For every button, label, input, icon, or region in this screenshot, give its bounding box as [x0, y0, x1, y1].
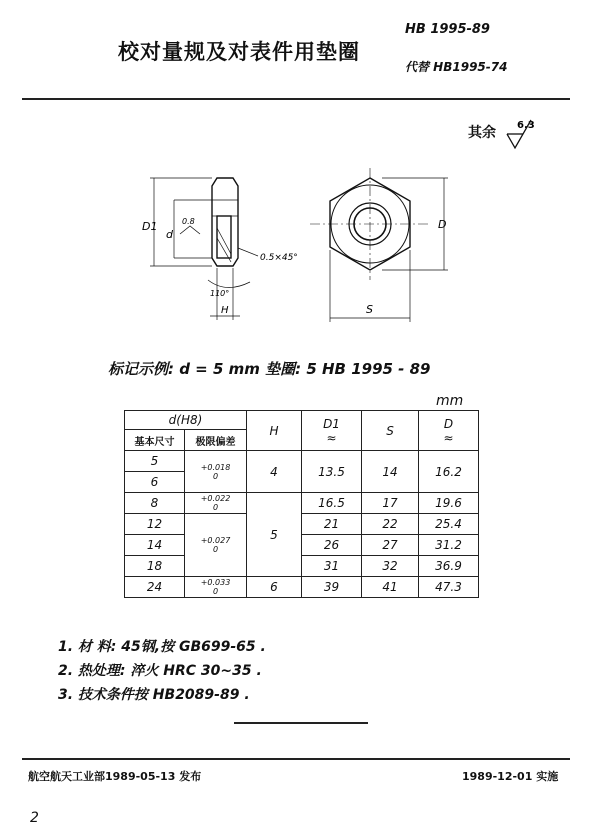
dim-d: d [166, 228, 173, 241]
note-material: 1. 材 料: 45钢,按 GB699-65 . [58, 639, 266, 655]
header-rule [22, 98, 570, 100]
table-row: 5 +0.018 0 4 13.5 14 16.2 [125, 451, 479, 472]
surface-roughness-note [468, 116, 541, 150]
standard-number: HB 1995-89 [405, 22, 490, 37]
unit-label: mm [436, 393, 464, 409]
issuer-date: 航空航天工业部1989-05-13 发布 [28, 770, 202, 783]
side-view [150, 178, 258, 320]
effective-date: 1989-12-01 实施 [462, 770, 559, 783]
dim-h: H [221, 305, 229, 316]
table-row: 8 +0.022 0 5 16.5 17 19.6 [125, 493, 479, 514]
footer-rule [22, 758, 570, 760]
replaces-standard: 代替 HB1995-74 [405, 60, 508, 74]
table-row: 18 31 32 36.9 [125, 556, 479, 577]
col-header-outer-d: D ≈ [419, 411, 479, 451]
notes-end-rule [234, 722, 368, 724]
table-row: 6 [125, 472, 479, 493]
marking-example: 标记示例: d = 5 mm 垫圈: 5 HB 1995 - 89 [108, 360, 431, 378]
table-row: 12 +0.027 0 21 22 25.4 [125, 514, 479, 535]
col-header-h: H [247, 411, 302, 451]
dim-d1: D1 [142, 220, 158, 233]
note-technical-conditions: 3. 技术条件按 HB2089-89 . [58, 687, 250, 703]
page-number: 2 [30, 810, 39, 826]
col-header-base-size: 基本尺寸 [125, 430, 185, 451]
washer-drawing [120, 168, 460, 328]
dim-s: S [366, 303, 373, 316]
chamfer-angle-label: 0.8 [182, 217, 195, 226]
angle-label: 110° [210, 289, 230, 298]
col-header-deviation: 极限偏差 [185, 430, 247, 451]
front-view [310, 168, 448, 322]
roughness-value: 6.3 [516, 120, 535, 131]
roughness-symbol-icon [501, 116, 541, 150]
table-row: 24 +0.033 0 6 39 41 47.3 [125, 577, 479, 598]
col-header-d1: D1 ≈ [302, 411, 362, 451]
document-title: 校对量规及对表件用垫圈 [118, 40, 360, 64]
note-heat-treatment: 2. 热处理: 淬火 HRC 30~35 . [58, 663, 262, 679]
col-header-d: d(H8) [125, 411, 247, 430]
col-header-s: S [362, 411, 419, 451]
dim-outer-d: D [438, 218, 447, 231]
chamfer-label: 0.5×45° [260, 253, 298, 263]
roughness-label: 其余 [468, 125, 496, 141]
table-row: 14 26 27 31.2 [125, 535, 479, 556]
spec-table [124, 410, 479, 598]
